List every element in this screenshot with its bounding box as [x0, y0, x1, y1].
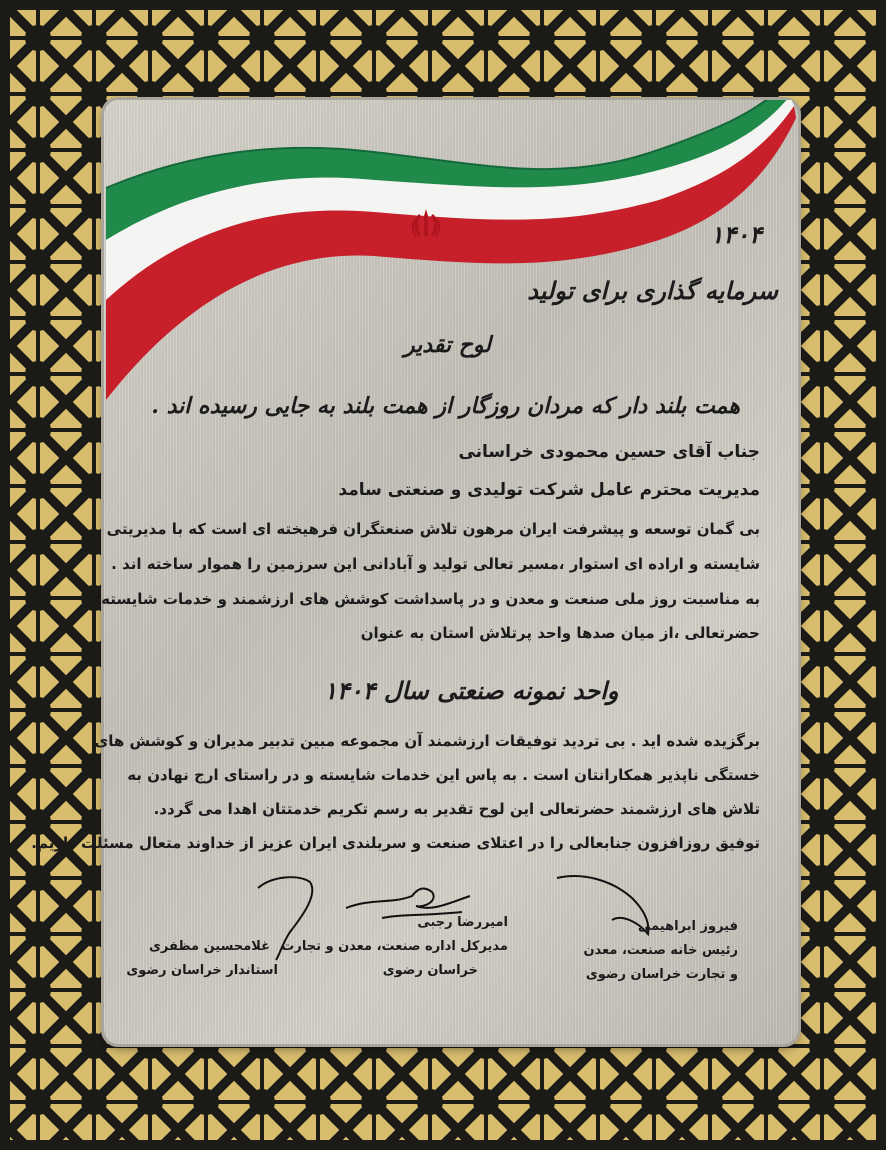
signatory-1-role: رئیس خانه صنعت، معدن: [583, 943, 738, 958]
signatory-2-name: امیررضا رجبی: [417, 915, 508, 930]
plaque-heading: لوح تقدیر: [404, 332, 491, 358]
paragraph-line: خستگی ناپذیر همکارانتان است . به پاس این خدمات شایسته و در راستای ارج نهادن به: [127, 766, 760, 784]
signatory-2-province: خراسان رضوی: [382, 963, 478, 978]
year-label: ۱۴۰۴: [710, 220, 762, 249]
recipient-name: جناب آقای حسین محمودی خراسانی: [458, 442, 760, 462]
iran-emblem-icon: [408, 206, 444, 242]
recipient-title: مدیریت محترم عامل شرکت تولیدی و صنعتی سامد: [338, 480, 760, 500]
award-title: واحد نمونه صنعتی سال ۱۴۰۴: [324, 676, 619, 705]
slogan: سرمایه گذاری برای تولید: [527, 276, 778, 305]
iran-flag-banner: [104, 100, 798, 420]
paragraph-line: برگزیده شده اید . بی تردید توفیقات ارزشمند آن مجموعه مبین تدبیر مدیران و کوشش های: [94, 732, 760, 750]
signatory-2-role: مدیرکل اداره صنعت، معدن و تجارت: [281, 939, 508, 954]
appreciation-plaque: [31, 100, 798, 1044]
paragraph-line: توفیق روزافزون جنابعالی را در اعتلای صنعت و سربلندی ایران عزیز از خداوند متعال مسئلت داریم.: [31, 834, 760, 852]
signatory-3-name: غلامحسین مظفری: [149, 939, 270, 954]
signatory-1-name: فیروز ابراهیمی: [637, 919, 738, 934]
paragraph-line: شایسته و اراده ای استوار ،مسیر تعالی تولید و آبادانی این سرزمین را هموار ساخته اند .: [111, 555, 760, 573]
paragraph-line: بی گمان توسعه و پیشرفت ایران مرهون تلاش صنعتگران فرهیخته ای است که با مدیریتی: [106, 520, 760, 538]
paragraph-line: تلاش های ارزشمند حضرتعالی این لوح تقدیر به رسم تکریم خدمتتان اهدا می گردد.: [153, 800, 760, 818]
paragraph-line: حضرتعالی ،از میان صدها واحد پرتلاش استان به عنوان: [360, 624, 760, 642]
signatory-3-role: استاندار خراسان رضوی: [126, 963, 278, 978]
paragraph-line: به مناسبت روز ملی صنعت و معدن و در پاسداشت کوشش های ارزشمند و خدمات شایسته: [101, 590, 760, 608]
signatory-1-province: و تجارت خراسان رضوی: [585, 967, 738, 982]
poem-verse: همت بلند دار که مردان روزگار از همت بلند به جایی رسیده اند .: [151, 393, 740, 419]
